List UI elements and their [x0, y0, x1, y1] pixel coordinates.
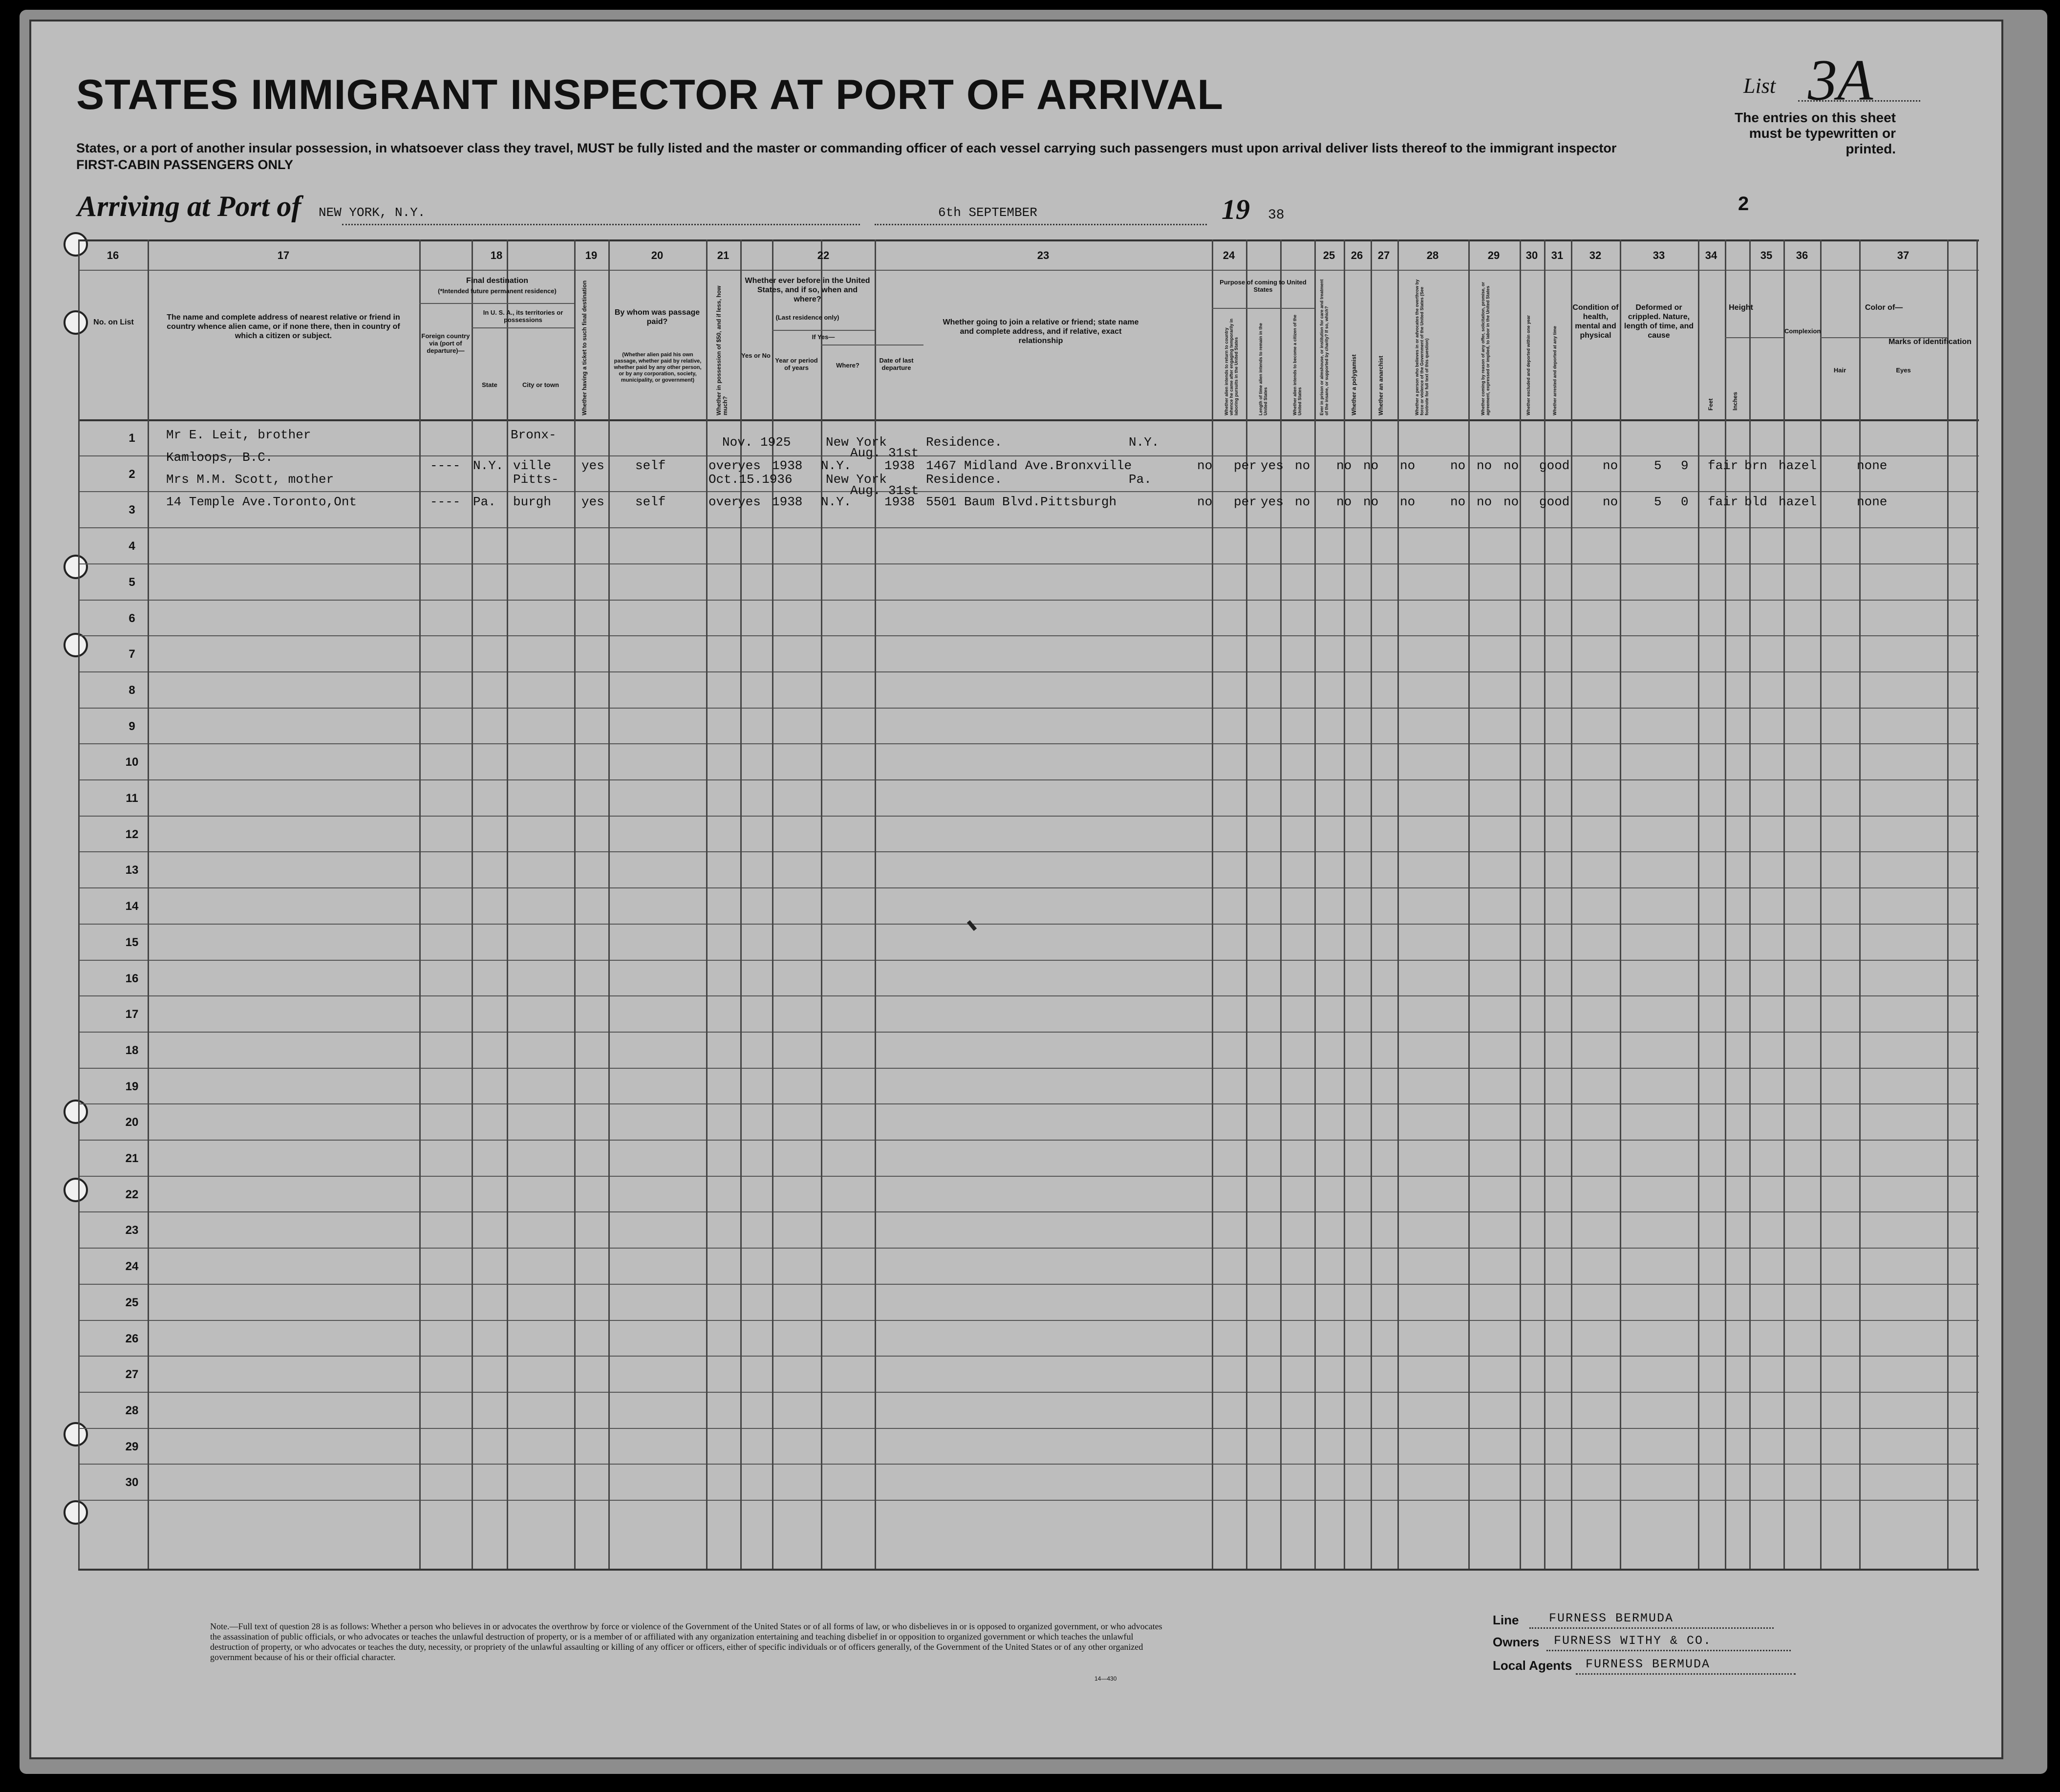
entry-paid-by: self — [635, 458, 666, 473]
entry-marks: none — [1857, 458, 1888, 473]
sheet-number: 2 — [1738, 193, 1749, 215]
column-number: 33 — [1652, 249, 1665, 261]
owners-label: Owners — [1493, 1635, 1540, 1649]
agents-underline — [1576, 1673, 1796, 1675]
header-overthrow: Whether a person who believes in or advocates the overthrow by force or violence of the Government of the United States (See footnote for full text of this question) — [1415, 279, 1429, 415]
entry-q28: no — [1400, 495, 1416, 509]
row-line — [78, 924, 1979, 925]
row-number: 28 — [125, 1404, 139, 1417]
header-before-us-sub: (Last residence only) — [775, 314, 839, 321]
column-number: 28 — [1426, 249, 1439, 261]
form-code: 14—430 — [1094, 1675, 1117, 1682]
row-line — [78, 600, 1979, 601]
header-marks: Marks of identification — [1888, 338, 1972, 346]
entry-before-year-2: 1938 — [772, 458, 803, 473]
row-number: 22 — [125, 1188, 139, 1201]
col-line — [706, 239, 708, 1569]
col-line — [1212, 239, 1213, 1569]
entry-prison: no — [1295, 495, 1310, 509]
entry-state: N.Y. — [473, 458, 504, 473]
header-final-destination: Final destination — [466, 277, 529, 285]
entry-foreign-country: ---- — [430, 495, 461, 509]
entry-before-where-2: N.Y. — [821, 458, 852, 473]
column-number: 17 — [277, 249, 290, 261]
row-line — [78, 1356, 1979, 1357]
row-line — [78, 671, 1979, 672]
agents-label: Local Agents — [1493, 1658, 1572, 1673]
entry-city: Pitts- — [513, 472, 559, 487]
entry-q29: no — [1450, 458, 1466, 473]
row-number: 3 — [129, 503, 135, 517]
row-line — [78, 1464, 1979, 1465]
entry-purpose-return: no — [1197, 495, 1213, 509]
header-purpose-return: Whether alien intends to return to country whence he came after engaging temporarily in laboring pursuits in the United States — [1224, 318, 1239, 415]
row-number: 4 — [129, 540, 135, 553]
entry-hair: brn — [1744, 458, 1767, 473]
entry-polygamist: no — [1336, 458, 1352, 473]
col-line — [78, 239, 80, 1569]
entry-joining: Residence. — [926, 435, 1003, 450]
entry-city-cont: burgh — [513, 495, 552, 509]
form-title: STATES IMMIGRANT INSPECTOR AT PORT OF ARRIVAL — [76, 71, 1223, 118]
entry-ticket: yes — [581, 458, 604, 473]
port-underline — [342, 224, 860, 225]
header-excluded: Whether excluded and deported within one year — [1526, 315, 1531, 415]
header-purpose-citizen: Whether alien intends to become a citizen of the United States — [1292, 314, 1302, 415]
entry-before-where: New York — [826, 435, 887, 450]
entry-marks: none — [1857, 495, 1888, 509]
col-line — [1371, 239, 1372, 1569]
column-number: 20 — [651, 249, 664, 261]
entry-health: good — [1539, 495, 1570, 509]
header-joining: Whether going to join a relative or friend; state name and complete address, and if relative, exact relationship — [943, 318, 1139, 345]
line-label: Line — [1493, 1613, 1519, 1627]
header-money: Whether in possession of $50, and if less, how much? — [715, 285, 729, 415]
col-line — [1544, 239, 1545, 1569]
col-line — [1859, 239, 1861, 1569]
col-line — [1620, 239, 1621, 1569]
entry-paid-by: self — [635, 495, 666, 509]
header-no-on-list: No. on List — [93, 318, 134, 326]
column-number: 27 — [1377, 249, 1390, 261]
row-line — [78, 1392, 1979, 1393]
entry-inches: 9 — [1681, 458, 1689, 473]
manifest-grid — [78, 239, 1979, 1569]
col-line — [507, 239, 508, 1569]
column-number: 26 — [1351, 249, 1363, 261]
col-line — [1947, 239, 1949, 1569]
entry-before-yes: yes — [738, 495, 761, 509]
col-line — [1344, 239, 1345, 1569]
entry-prison: no — [1295, 458, 1310, 473]
header-before-us: Whether ever before in the United States, and if so, when and where? — [745, 277, 870, 303]
list-note: The entries on this sheet must be typewritten or printed. — [1735, 110, 1896, 156]
row-line — [78, 1284, 1979, 1285]
owners-underline — [1546, 1650, 1791, 1651]
column-number: 34 — [1705, 249, 1717, 261]
header-anarchist: Whether an anarchist — [1377, 355, 1384, 415]
header-eyes: Eyes — [1896, 367, 1911, 374]
row-number: 24 — [125, 1260, 139, 1273]
row-line — [78, 887, 1979, 888]
row-line — [78, 563, 1979, 564]
list-value: 3A — [1808, 47, 1873, 112]
column-number: 21 — [717, 249, 730, 261]
row-line — [78, 455, 1979, 456]
row-number: 13 — [125, 864, 139, 877]
header-purpose-length: Length of time alien intends to remain in the United States — [1258, 323, 1268, 415]
entry-q28: no — [1400, 458, 1416, 473]
row-number: 19 — [125, 1080, 139, 1093]
entry-joining-state: N.Y. — [1129, 435, 1159, 450]
entry-joining: Residence. — [926, 472, 1003, 487]
row-line — [78, 491, 1979, 492]
col-line — [1314, 239, 1316, 1569]
grid-line — [78, 239, 1979, 241]
subheader-line — [772, 330, 875, 331]
entry-q30: no — [1477, 495, 1492, 509]
header-foreign-country: Foreign country via (port of departure)— — [421, 332, 470, 354]
entry-relative-name: Mrs M.M. Scott, mother — [166, 472, 334, 487]
entry-complexion: fair — [1708, 495, 1738, 509]
entry-purpose-citizen: yes — [1261, 458, 1284, 473]
date-underline — [875, 224, 1207, 225]
entry-inches: 0 — [1681, 495, 1689, 509]
entry-last-departure-2: 1938 — [884, 495, 915, 509]
entry-polygamist: no — [1336, 495, 1352, 509]
row-number: 6 — [129, 612, 135, 625]
header-prison: Ever in prison or almshouse, or institution for care and treatment of the insane, or supported by charity? If so, which? — [1319, 279, 1329, 415]
header-if-yes: If Yes— — [812, 333, 835, 341]
entry-deformed: no — [1603, 495, 1618, 509]
col-line — [1520, 239, 1521, 1569]
grid-line — [78, 270, 1979, 271]
entry-state: Pa. — [473, 495, 496, 509]
header-final-destination-sub: (*Intended future permanent residence) — [438, 287, 557, 295]
col-line — [148, 239, 149, 1569]
entry-city-cont: ville — [513, 458, 552, 473]
subheader-line — [1212, 308, 1314, 309]
header-health: Condition of health, mental and physical — [1572, 303, 1619, 340]
column-number: 19 — [585, 249, 598, 261]
column-number: 22 — [817, 249, 830, 261]
row-number: 12 — [125, 828, 139, 841]
row-number: 9 — [129, 720, 135, 733]
row-line — [78, 1176, 1979, 1177]
entry-before-where-2: N.Y. — [821, 495, 852, 509]
entry-last-departure: Aug. 31st — [850, 446, 919, 460]
row-line — [78, 1103, 1979, 1104]
entry-purpose-return: no — [1197, 458, 1213, 473]
header-where: Where? — [836, 362, 859, 369]
entry-feet: 5 — [1654, 458, 1662, 473]
col-line — [1976, 239, 1978, 1569]
entry-deformed: no — [1603, 458, 1618, 473]
entry-last-departure: Aug. 31st — [850, 483, 919, 498]
header-inches: Inches — [1732, 391, 1738, 410]
header-arrested: Whether arrested and deported at any time — [1552, 325, 1557, 415]
header-state: State — [482, 381, 497, 389]
header-color: Color of— — [1865, 303, 1903, 312]
header-ticket: Whether having a ticket to such final destination — [581, 280, 588, 415]
entry-health: good — [1539, 458, 1570, 473]
row-number: 17 — [125, 1008, 139, 1021]
column-number: 36 — [1796, 249, 1808, 261]
header-yes-no: Yes or No — [741, 352, 771, 359]
entry-before-year: Nov. 1925 — [722, 435, 791, 450]
header-year-period: Year or period of years — [775, 357, 818, 371]
form-class: FIRST-CABIN PASSENGERS ONLY — [76, 157, 294, 172]
row-number: 29 — [125, 1440, 139, 1453]
col-line — [472, 239, 473, 1569]
entry-joining-state: Pa. — [1129, 472, 1152, 487]
header-feet: Feet — [1707, 398, 1714, 410]
entry-q31: no — [1503, 495, 1519, 509]
entry-money: over — [708, 458, 739, 473]
subheader-line — [1725, 337, 1783, 338]
owners-value: FURNESS WITHY & CO. — [1554, 1634, 1712, 1648]
col-line — [419, 239, 421, 1569]
footnote-question-28: Note.—Full text of question 28 is as follows: Whether a person who believes in or advocates the overthrow by force or violence of the Government of the United States or of all forms of law, or who disbelieves in or is opposed to organized government, or who advocates the assassination of public officials, or who advocates or teaches the unlawful destruction of property, or is a member of or affiliated with any organization entertaining and teaching disbelief in or opposition to organized government or which teaches the unlawful destruction of property, or who advocates or teaches the duty, necessity, or propriety of the unlawful assaulting or killing of any officer or officers, either of specific individuals or of officers generally, of the Government of the United States or of any other organized government because of his or their official character. — [210, 1621, 1162, 1662]
entry-q29: no — [1450, 495, 1466, 509]
entry-before-year-2: 1938 — [772, 495, 803, 509]
entry-last-departure-2: 1938 — [884, 458, 915, 473]
col-line — [1280, 239, 1282, 1569]
row-number: 5 — [129, 576, 135, 589]
row-number: 30 — [125, 1476, 139, 1489]
col-line — [1571, 335, 1572, 496]
row-number: 21 — [125, 1152, 139, 1165]
col-line — [574, 239, 576, 1569]
entry-complexion: fair — [1708, 458, 1738, 473]
row-number: 18 — [125, 1044, 139, 1057]
entry-relative-address: Kamloops, B.C. — [166, 450, 273, 465]
row-number: 14 — [125, 900, 139, 913]
row-line — [78, 1248, 1979, 1249]
row-line — [78, 708, 1979, 709]
header-offer: Whether coming by reason of any offer, solicitation, promise, or agreement, expressed or implied, to labor in the United States — [1481, 281, 1490, 415]
header-last-departure: Date of last departure — [879, 357, 914, 371]
entry-anarchist: no — [1363, 458, 1379, 473]
line-value: FURNESS BERMUDA — [1549, 1611, 1674, 1625]
row-number: 7 — [129, 648, 135, 661]
entry-eyes: hazel — [1779, 495, 1817, 509]
column-number: 30 — [1525, 249, 1538, 261]
row-number: 20 — [125, 1116, 139, 1129]
row-number: 15 — [125, 936, 139, 949]
entry-purpose-length: per — [1234, 458, 1257, 473]
entry-before-yes: yes — [738, 458, 761, 473]
row-line — [78, 995, 1979, 996]
row-number: 2 — [129, 468, 135, 481]
list-underline — [1798, 100, 1920, 102]
header-height: Height — [1729, 303, 1753, 312]
header-paid-by: By whom was passage paid? — [614, 308, 700, 326]
col-line — [1783, 239, 1785, 1569]
entry-money: over — [708, 495, 739, 509]
header-city: City or town — [522, 381, 559, 389]
header-relative: The name and complete address of nearest relative or friend in country whence alien came, or if none there, then in country of which a citizen or subject. — [167, 313, 400, 340]
subheader-line — [419, 303, 574, 304]
row-number: 23 — [125, 1224, 139, 1237]
agents-value: FURNESS BERMUDA — [1586, 1657, 1711, 1671]
column-number: 16 — [107, 249, 119, 261]
entry-q31: no — [1503, 458, 1519, 473]
entry-joining-address: 5501 Baum Blvd.Pittsburgh — [926, 495, 1117, 509]
row-line — [78, 1428, 1979, 1429]
grid-line — [78, 419, 1979, 421]
header-purpose: Purpose of coming to United States — [1220, 279, 1307, 293]
row-number: 26 — [125, 1332, 139, 1345]
row-number: 11 — [126, 792, 138, 805]
row-line — [78, 816, 1979, 817]
entry-purpose-citizen: yes — [1261, 495, 1284, 509]
entry-ticket: yes — [581, 495, 604, 509]
col-line — [1725, 239, 1726, 1569]
grid-line — [78, 1569, 1979, 1571]
header-polygamist: Whether a polygamist — [1351, 354, 1357, 415]
row-number: 10 — [125, 756, 139, 769]
column-number: 35 — [1760, 249, 1773, 261]
row-line — [78, 851, 1979, 852]
year-prefix: 19 — [1222, 194, 1250, 225]
col-line — [608, 239, 610, 1569]
entry-q30: no — [1477, 458, 1492, 473]
row-number: 27 — [125, 1368, 139, 1381]
row-line — [78, 1032, 1979, 1033]
header-hair: Hair — [1833, 367, 1846, 374]
column-number: 18 — [490, 249, 503, 261]
subheader-line — [472, 327, 574, 328]
row-line — [78, 743, 1979, 744]
header-usa: In U. S. A., its territories or possessions — [483, 309, 563, 324]
row-line — [78, 635, 1979, 636]
column-number: 32 — [1589, 249, 1602, 261]
row-number: 25 — [125, 1296, 139, 1309]
row-number: 1 — [129, 432, 135, 445]
row-line — [78, 527, 1979, 528]
header-deformed: Deformed or crippled. Nature, length of time, and cause — [1624, 303, 1694, 340]
entry-city: Bronx- — [511, 428, 557, 442]
row-line — [78, 1320, 1979, 1321]
column-number: 23 — [1037, 249, 1050, 261]
header-complexion: Complexion — [1784, 327, 1821, 335]
entry-eyes: hazel — [1779, 458, 1817, 473]
year-suffix: 38 — [1268, 208, 1285, 223]
col-line — [1397, 239, 1399, 1569]
date-value: 6th SEPTEMBER — [938, 205, 1037, 220]
entry-before-where: New York — [826, 472, 887, 487]
col-line — [1468, 239, 1470, 1569]
entry-joining-address: 1467 Midland Ave.Bronxville — [926, 458, 1132, 473]
list-label: List — [1743, 74, 1776, 98]
entry-purpose-length: per — [1234, 495, 1257, 509]
entry-anarchist: no — [1363, 495, 1379, 509]
row-line — [78, 779, 1979, 780]
entry-hair: bld — [1744, 495, 1767, 509]
column-number: 29 — [1487, 249, 1500, 261]
col-line — [1698, 239, 1699, 1569]
form-subtitle: States, or a port of another insular possession, in whatsoever class they travel, MUST be fully listed and the master or commanding officer of each vessel carrying such passengers must upon arrival deliver lists thereof to the immigrant inspector — [76, 141, 1617, 155]
column-number: 25 — [1323, 249, 1335, 261]
entry-foreign-country: ---- — [430, 458, 461, 473]
row-number: 8 — [129, 684, 135, 697]
entry-relative-name: Mr E. Leit, brother — [166, 428, 311, 442]
entry-feet: 5 — [1654, 495, 1662, 509]
header-paid-by-sub: (Whether alien paid his own passage, whether paid by relative, whether paid by any other person, or by any corporation, society, municipality, or government) — [614, 352, 702, 383]
line-underline — [1529, 1627, 1774, 1629]
entry-relative-address: 14 Temple Ave.Toronto,Ont — [166, 495, 357, 509]
col-line — [821, 239, 822, 1569]
port-value: NEW YORK, N.Y. — [319, 205, 426, 220]
entry-before-year: Oct.15.1936 — [708, 472, 793, 487]
column-number: 37 — [1897, 249, 1910, 261]
row-line — [78, 1500, 1979, 1501]
col-line — [1820, 239, 1822, 1569]
column-number: 24 — [1223, 249, 1235, 261]
row-number: 16 — [125, 972, 139, 985]
arriving-label: Arriving at Port of — [77, 190, 301, 222]
row-line — [78, 960, 1979, 961]
row-line — [78, 1140, 1979, 1141]
col-line — [1246, 239, 1247, 1569]
row-line — [78, 1068, 1979, 1069]
row-line — [78, 1211, 1979, 1212]
column-number: 31 — [1551, 249, 1564, 261]
